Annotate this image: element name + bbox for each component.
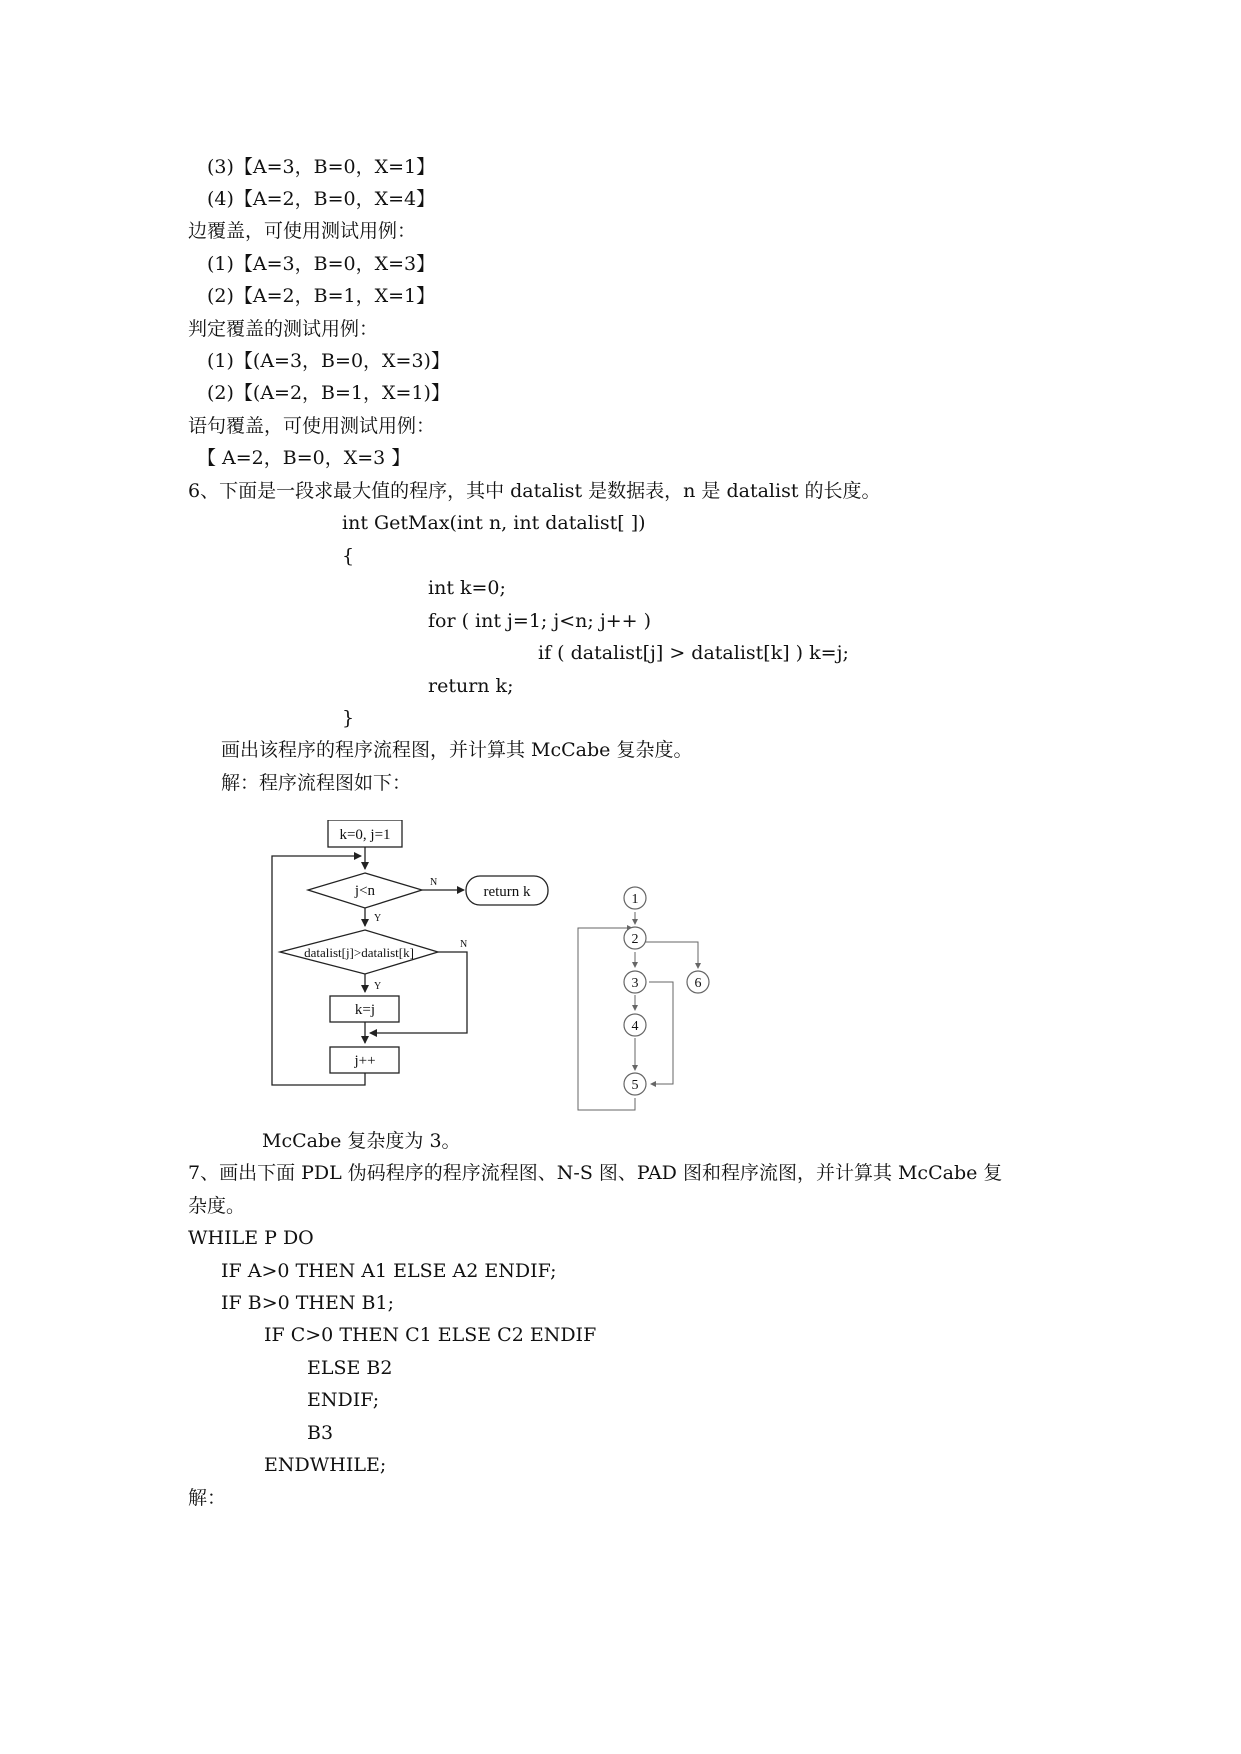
code-line: if ( datalist[j] > datalist[k] ) k=j;	[538, 642, 849, 664]
code-line: }	[342, 707, 355, 729]
code-line: WHILE P DO	[188, 1227, 314, 1249]
text-line: 6、下面是一段求最大值的程序，其中 datalist 是数据表，n 是 datalist 的长度。	[188, 480, 881, 502]
text-line: (3)【A=3，B=0，X=1】	[207, 156, 436, 178]
text-line: 杂度。	[188, 1195, 246, 1217]
code-line: IF C>0 THEN C1 ELSE C2 ENDIF	[264, 1324, 597, 1346]
yes-label: Y	[374, 913, 382, 924]
text-line: McCabe 复杂度为 3。	[262, 1130, 461, 1152]
text-line: (1)【(A=3，B=0，X=3)】	[207, 350, 450, 372]
code-line: int k=0;	[428, 577, 506, 599]
code-line: ELSE B2	[307, 1357, 393, 1379]
text-line: (2)【A=2，B=1，X=1】	[207, 285, 436, 307]
node-label: 1	[631, 892, 639, 907]
text-line: 语句覆盖，可使用测试用例：	[188, 415, 436, 437]
increment-label: j++	[354, 1053, 376, 1069]
program-flow-graph	[570, 886, 720, 1116]
text-line: 画出该程序的程序流程图，并计算其 McCabe 复杂度。	[221, 739, 693, 761]
code-line: IF A>0 THEN A1 ELSE A2 ENDIF;	[221, 1260, 557, 1282]
no-label: N	[460, 939, 468, 950]
condition-jn-label: j<n	[354, 883, 376, 899]
node-label: 3	[631, 976, 639, 991]
node-label: 5	[631, 1078, 639, 1093]
condition-datalist-label: datalist[j]>datalist[k]	[304, 945, 414, 960]
code-line: for ( int j=1; j<n; j++ )	[428, 610, 652, 632]
text-line: (1)【A=3，B=0，X=3】	[207, 253, 436, 275]
code-line: B3	[307, 1422, 334, 1444]
text-line: 【 A=2，B=0，X=3 】	[197, 447, 411, 469]
node-label: 4	[631, 1019, 639, 1034]
text-line: (2)【(A=2，B=1，X=1)】	[207, 382, 450, 404]
code-line: return k;	[428, 675, 514, 697]
init-label: k=0, j=1	[339, 827, 391, 843]
text-line: 解：	[188, 1487, 227, 1509]
assign-label: k=j	[354, 1002, 376, 1018]
code-line: {	[342, 545, 355, 567]
node-label: 6	[694, 976, 702, 991]
code-line: IF B>0 THEN B1;	[221, 1292, 394, 1314]
program-flowchart	[262, 820, 562, 1105]
text-line: (4)【A=2，B=0，X=4】	[207, 188, 436, 210]
code-line: int GetMax(int n, int datalist[ ])	[342, 512, 646, 534]
return-label: return k	[483, 884, 531, 900]
text-line: 判定覆盖的测试用例：	[188, 318, 379, 340]
text-line: 7、画出下面 PDL 伪码程序的程序流程图、N-S 图、PAD 图和程序流图，并计算其 McCabe 复	[188, 1162, 1003, 1184]
yes-label: Y	[374, 981, 382, 992]
node-label: 2	[631, 932, 639, 947]
code-line: ENDWHILE;	[264, 1454, 387, 1476]
text-line: 边覆盖，可使用测试用例：	[188, 220, 417, 242]
code-line: ENDIF;	[307, 1389, 380, 1411]
text-line: 解：程序流程图如下：	[221, 772, 412, 794]
no-label: N	[430, 877, 438, 888]
